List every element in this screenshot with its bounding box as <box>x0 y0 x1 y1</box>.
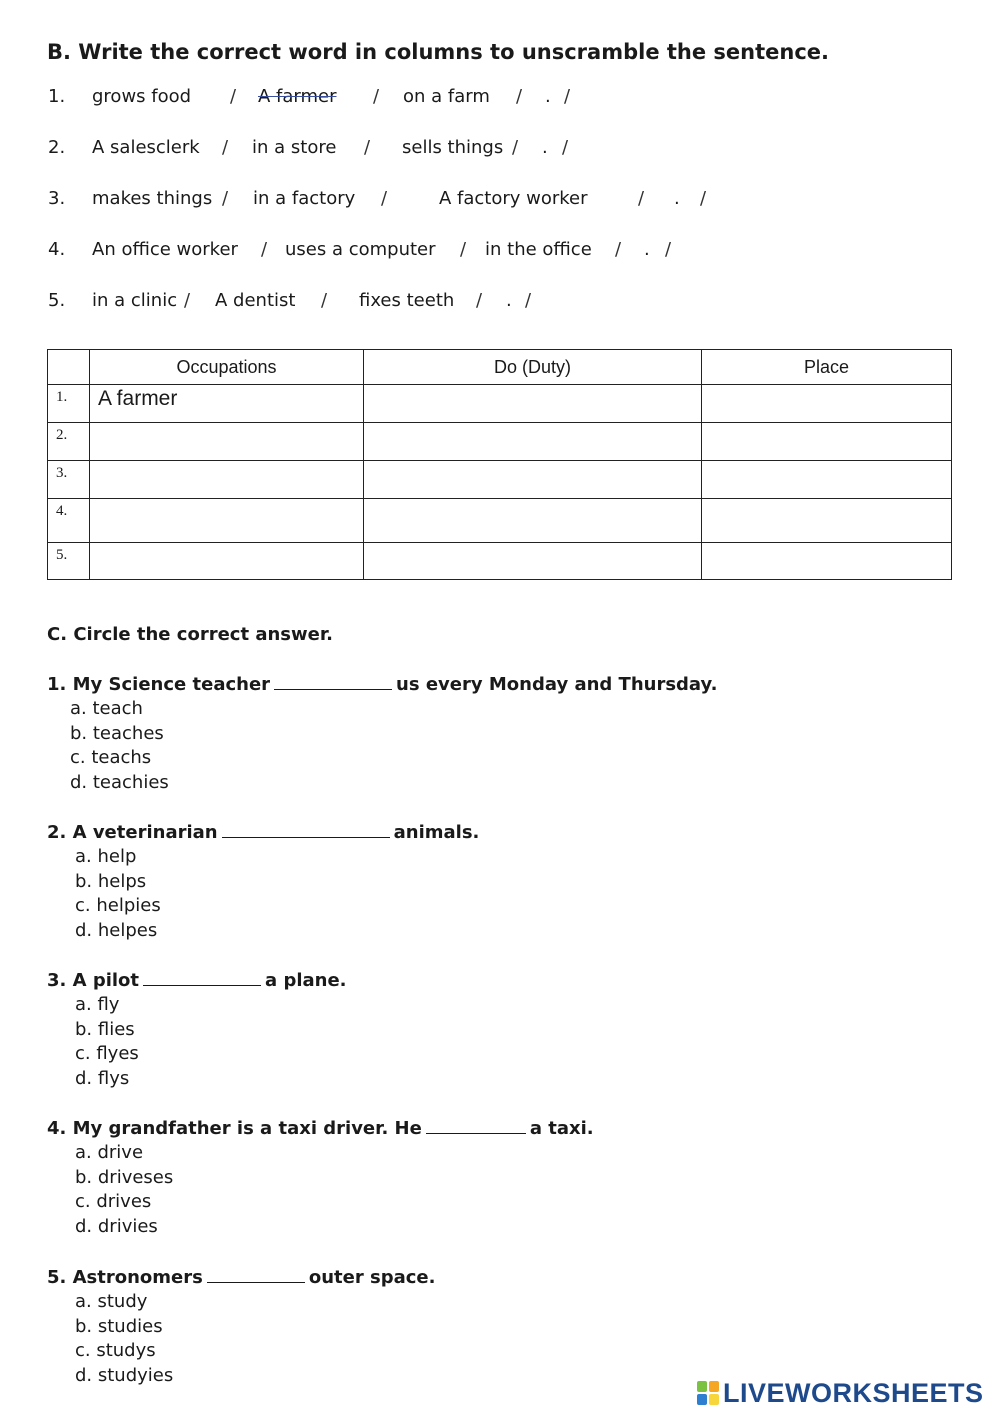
answer-blank[interactable] <box>274 673 392 690</box>
duty-cell[interactable] <box>364 385 702 423</box>
phrase: uses a computer <box>285 239 436 260</box>
place-cell[interactable] <box>702 461 952 499</box>
answer-table <box>47 349 952 580</box>
slash: / <box>700 188 707 209</box>
place-cell[interactable] <box>702 423 952 461</box>
answer-blank[interactable] <box>143 969 261 986</box>
stem-before: 3. A pilot <box>47 970 140 991</box>
answer-option[interactable]: d. teachies <box>70 771 169 793</box>
slash: / <box>516 86 523 107</box>
answer-option[interactable]: c. teachs <box>70 747 152 769</box>
table-header-row <box>48 350 952 385</box>
answer-option[interactable]: b. flies <box>75 1018 135 1040</box>
period: . <box>545 86 551 107</box>
line-number: 5. <box>48 290 66 311</box>
answer-option[interactable]: c. studys <box>75 1340 156 1362</box>
row-number: 4. <box>48 499 90 543</box>
row-number: 3. <box>48 461 90 499</box>
slash: / <box>373 86 380 107</box>
header-number <box>48 350 90 385</box>
answer-option[interactable]: d. studyies <box>75 1364 174 1386</box>
phrase: fixes teeth <box>359 290 455 311</box>
slash: / <box>222 188 229 209</box>
phrase: makes things <box>92 188 213 209</box>
stem-after: us every Monday and Thursday. <box>396 674 718 695</box>
slash: / <box>261 239 268 260</box>
period: . <box>674 188 680 209</box>
slash: / <box>562 137 569 158</box>
phrase: grows food <box>92 86 192 107</box>
stem-after: a plane. <box>265 970 347 991</box>
duty-cell[interactable] <box>364 543 702 580</box>
period: . <box>506 290 512 311</box>
answer-option[interactable]: b. studies <box>75 1315 163 1337</box>
logo-wordmark: LIVEWORKSHEETS <box>723 1377 984 1408</box>
answer-blank[interactable] <box>207 1266 305 1283</box>
table-row <box>48 543 952 580</box>
occupation-cell[interactable] <box>90 499 364 543</box>
phrase: A dentist <box>215 290 296 311</box>
liveworksheets-logo <box>697 1376 984 1410</box>
stem-before: 2. A veterinarian <box>47 822 218 843</box>
header-occupations: Occupations <box>90 350 364 385</box>
duty-cell[interactable] <box>364 461 702 499</box>
place-cell[interactable] <box>702 385 952 423</box>
section-c-title: C. Circle the correct answer. <box>47 624 333 645</box>
phrase-crossed-out: A farmer <box>258 86 337 107</box>
slash: / <box>381 188 388 209</box>
stem-after: animals. <box>393 822 480 843</box>
slash: / <box>638 188 645 209</box>
answer-option[interactable]: a. study <box>75 1291 148 1312</box>
question <box>47 821 479 943</box>
occupation-cell[interactable]: A farmer <box>90 385 364 423</box>
slash: / <box>460 239 467 260</box>
phrase: in a store <box>252 137 337 158</box>
question-stem <box>47 1117 594 1139</box>
slash: / <box>564 86 571 107</box>
answer-option[interactable]: d. drivies <box>75 1215 158 1237</box>
duty-cell[interactable] <box>364 499 702 543</box>
row-number: 5. <box>48 543 90 580</box>
header-place: Place <box>702 350 952 385</box>
table-row <box>48 461 952 499</box>
question <box>47 1266 435 1388</box>
answer-option[interactable]: a. fly <box>75 994 120 1015</box>
slash: / <box>476 290 483 311</box>
occupation-cell[interactable] <box>90 461 364 499</box>
stem-before: 1. My Science teacher <box>47 674 271 695</box>
place-cell[interactable] <box>702 543 952 580</box>
slash: / <box>364 137 371 158</box>
answer-option[interactable]: c. drives <box>75 1191 152 1213</box>
phrase: on a farm <box>403 86 490 107</box>
stem-before: 4. My grandfather is a taxi driver. He <box>47 1118 422 1139</box>
answer-option[interactable]: a. help <box>75 846 137 867</box>
answer-option[interactable]: b. teaches <box>70 722 164 744</box>
stem-before: 5. Astronomers <box>47 1267 203 1288</box>
header-duty: Do (Duty) <box>364 350 702 385</box>
slash: / <box>615 239 622 260</box>
answer-option[interactable]: b. driveses <box>75 1166 174 1188</box>
section-b-title: B. Write the correct word in columns to unscramble the sentence. <box>47 40 830 64</box>
table-row <box>48 499 952 543</box>
stem-after: a taxi. <box>529 1118 594 1139</box>
slash: / <box>184 290 191 311</box>
question <box>47 969 347 1091</box>
question-stem <box>47 969 347 991</box>
slash: / <box>512 137 519 158</box>
slash: / <box>665 239 672 260</box>
slash: / <box>222 137 229 158</box>
line-number: 4. <box>48 239 66 260</box>
slash: / <box>321 290 328 311</box>
phrase: in the office <box>485 239 592 260</box>
question-stem <box>47 673 717 695</box>
place-cell[interactable] <box>702 499 952 543</box>
row-number: 1. <box>48 385 90 423</box>
question <box>47 673 717 795</box>
phrase: An office worker <box>92 239 238 260</box>
period: . <box>644 239 650 260</box>
slash: / <box>230 86 237 107</box>
answer-option[interactable]: d. flys <box>75 1067 130 1089</box>
answer-option[interactable]: a. teach <box>70 698 143 719</box>
duty-cell[interactable] <box>364 423 702 461</box>
table-row <box>48 423 952 461</box>
phrase: A factory worker <box>439 188 588 209</box>
line-number: 3. <box>48 188 66 209</box>
question <box>47 1117 594 1239</box>
slash: / <box>525 290 532 311</box>
stem-after: outer space. <box>308 1267 436 1288</box>
phrase: A salesclerk <box>92 137 200 158</box>
row-number: 2. <box>48 423 90 461</box>
phrase: sells things <box>402 137 504 158</box>
phrase: in a clinic <box>92 290 178 311</box>
answer-blank[interactable] <box>426 1117 526 1134</box>
phrase: in a factory <box>253 188 356 209</box>
answer-option[interactable]: c. flyes <box>75 1043 139 1065</box>
line-number: 1. <box>48 86 66 107</box>
answer-option[interactable]: b. helps <box>75 870 147 892</box>
line-number: 2. <box>48 137 66 158</box>
answer-blank[interactable] <box>222 821 390 838</box>
occupation-cell[interactable] <box>90 423 364 461</box>
answer-option[interactable]: d. helpes <box>75 919 158 941</box>
period: . <box>542 137 548 158</box>
question-stem <box>47 1266 435 1288</box>
occupation-cell[interactable] <box>90 543 364 580</box>
question-stem <box>47 821 479 843</box>
answer-option[interactable]: c. helpies <box>75 895 161 917</box>
table-row <box>48 385 952 423</box>
answer-option[interactable]: a. drive <box>75 1142 144 1163</box>
liveworksheets-mark-icon <box>697 1381 719 1405</box>
